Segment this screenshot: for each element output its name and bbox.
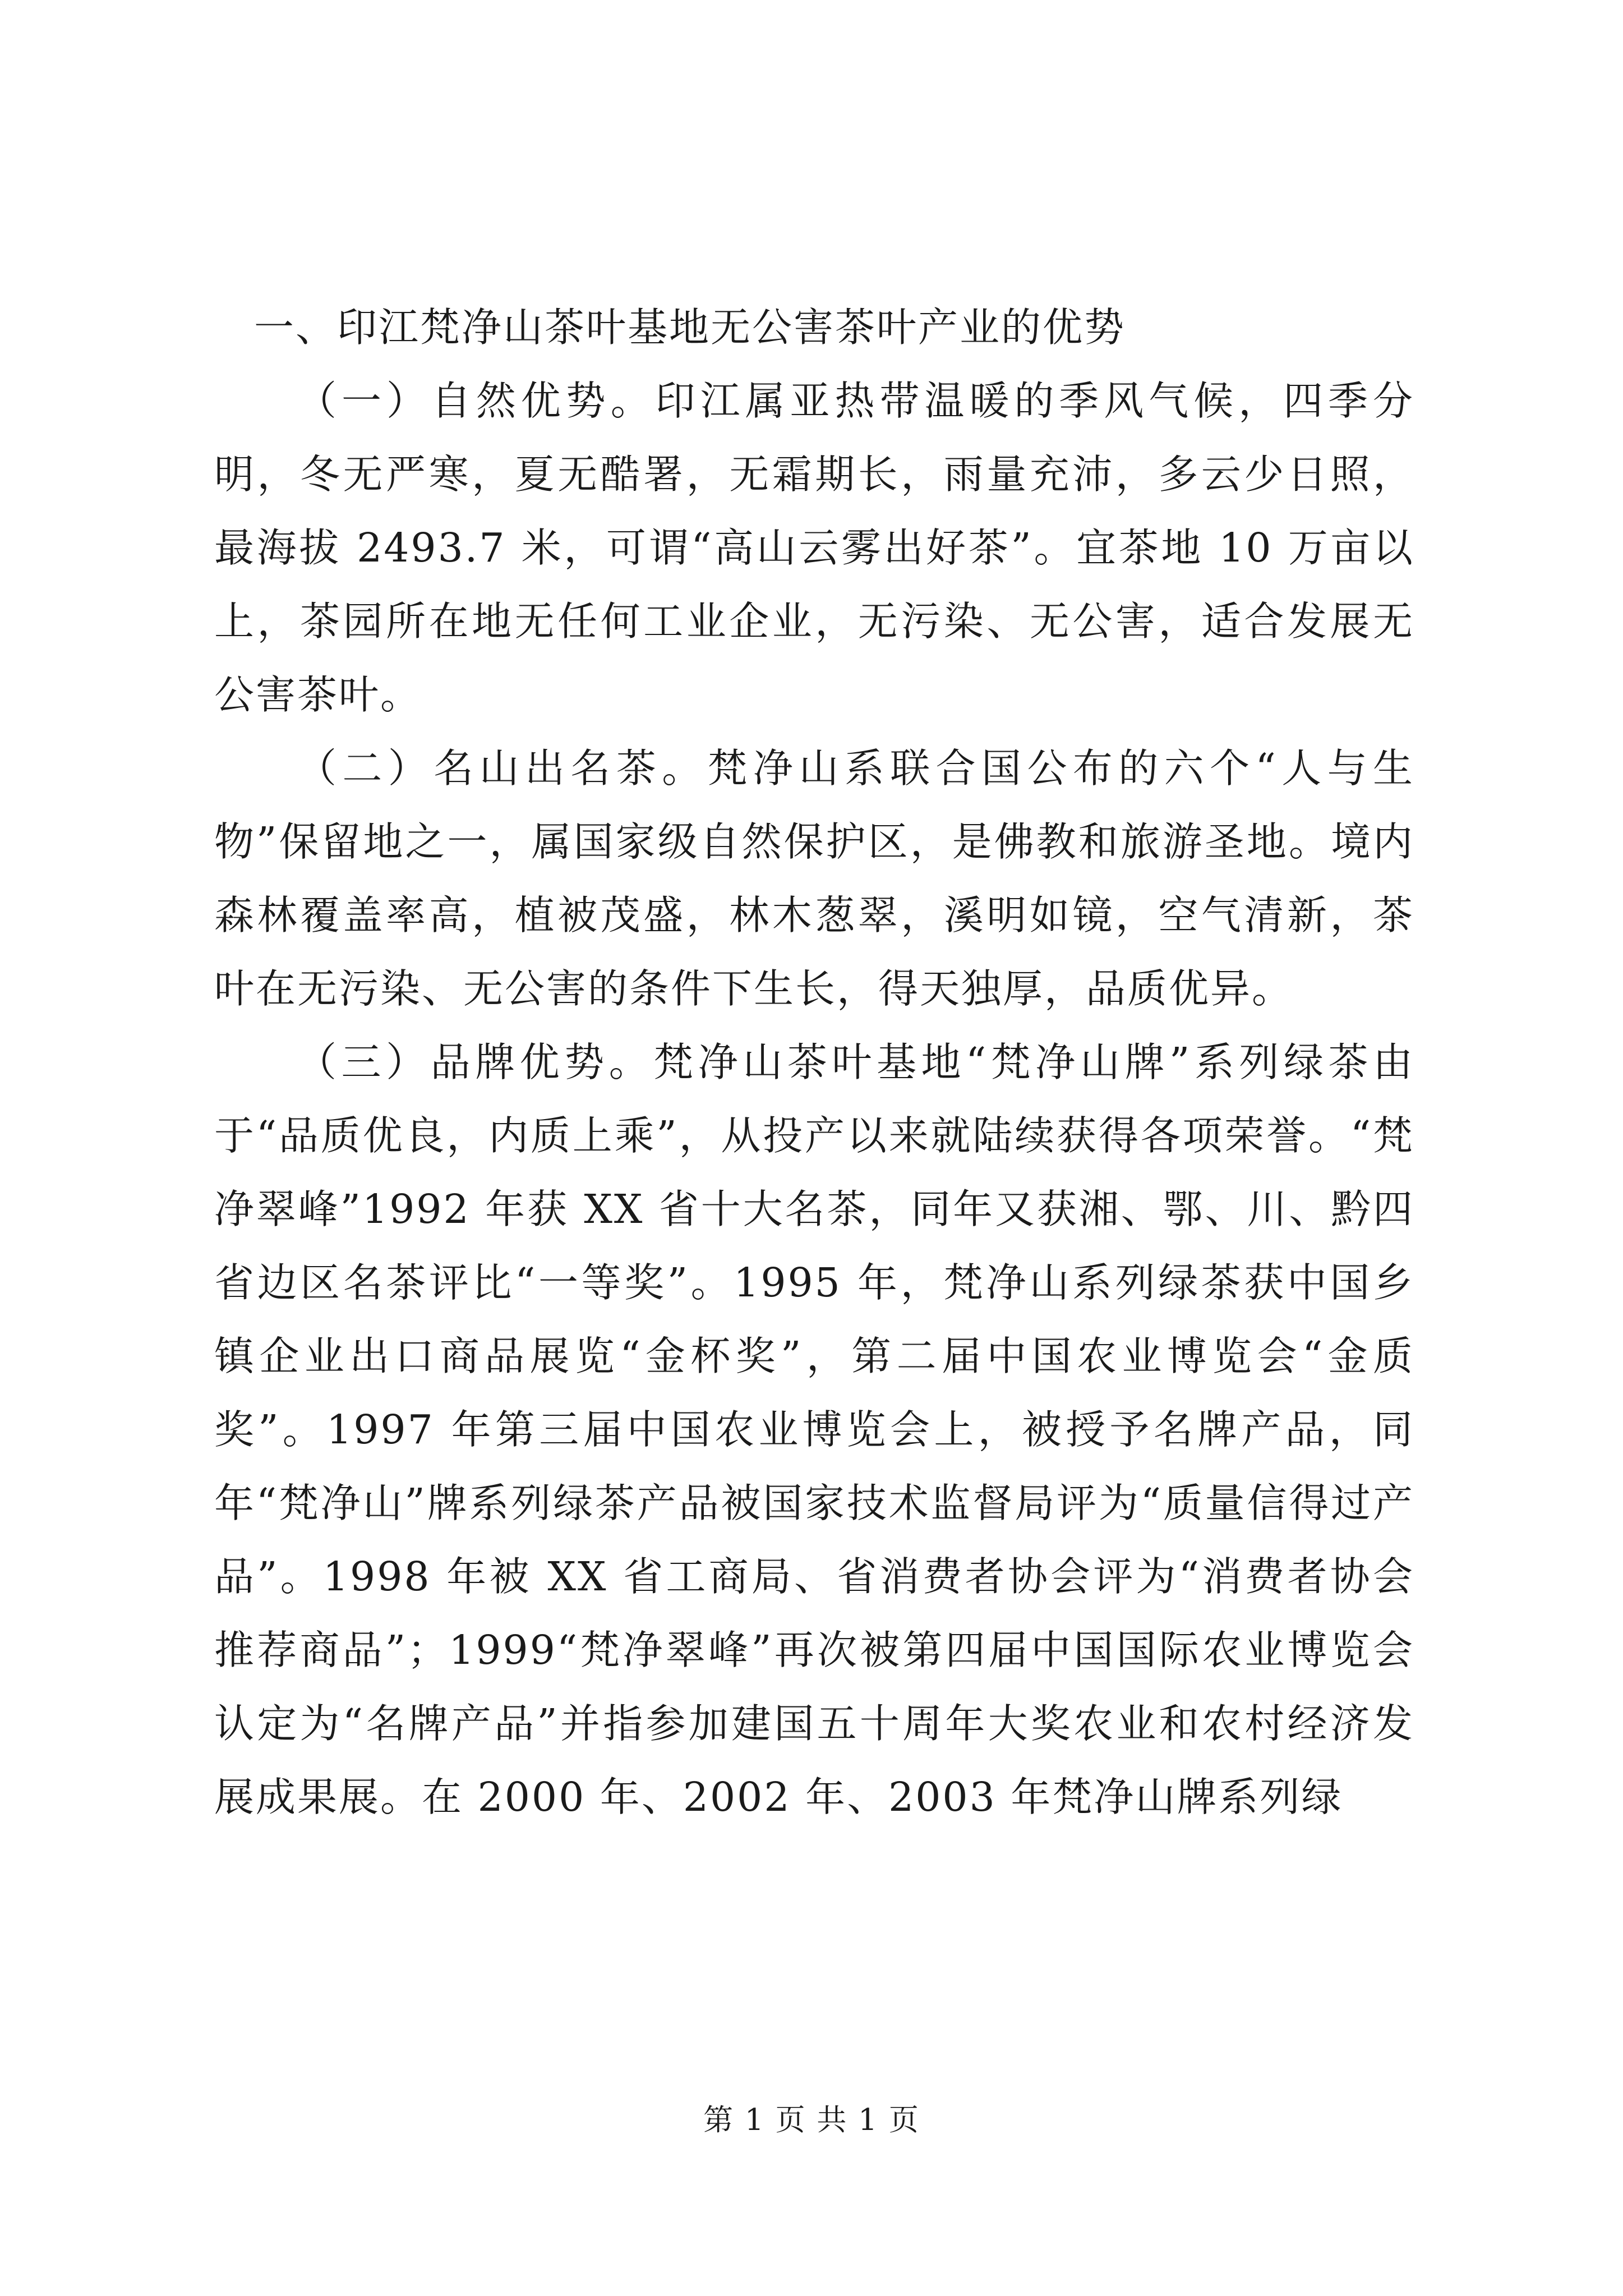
paragraph-brand-advantage: （三）品牌优势。梵净山茶叶基地“梵净山牌”系列绿茶由于“品质优良，内质上乘”，从投产以来就陆续获得各项荣誉。“梵净翠峰”1992 年获 XX 省十大名茶，同年又获湘、鄂、川、黔四省边区名茶评比“一等奖”。1995 年，梵净山系列绿茶获中国乡镇企业出口商品展览“金杯奖”，第二届中国农业博览会“金质奖”。1997 年第三届中国农业博览会上，被授予名牌产品，同年“梵净山”牌系列绿茶产品被国家技术监督局评为“质量信得过产品”。1998 年被 XX 省工商局、省消费者协会评为“消费者协会推荐商品”；1999“梵净翠峰”再次被第四届中国国际农业博览会认定为“名牌产品”并指参加建国五十周年大奖农业和农村经济发展成果展。在 2000 年、2002 年、2003 年梵净山牌系列绿 [214, 1039, 1414, 1820]
paragraph-natural-advantage: （一）自然优势。印江属亚热带温暖的季风气候，四季分明，冬无严寒，夏无酷署，无霜期长，雨量充沛，多云少日照，最海拔 2493.7 米，可谓“高山云雾出好茶”。宜茶地 10 万亩以上，茶园所在地无任何工业企业，无污染、无公害，适合发展无公害茶叶。 [214, 378, 1414, 718]
page-footer: 第 1 页 共 1 页 [703, 2103, 920, 2137]
section-heading: 一、印江梵净山茶叶基地无公害茶叶产业的优势 [254, 304, 1126, 351]
paragraph-famous-mountain: （二）名山出名茶。梵净山系联合国公布的六个“人与生物”保留地之一，属国家级自然保护区，是佛教和旅游圣地。境内森林覆盖率高，植被茂盛，林木葱翠，溪明如镜，空气清新，茶叶在无污染、无公害的条件下生长，得天独厚，品质优异。 [214, 745, 1414, 1012]
document-body [214, 291, 1414, 1834]
